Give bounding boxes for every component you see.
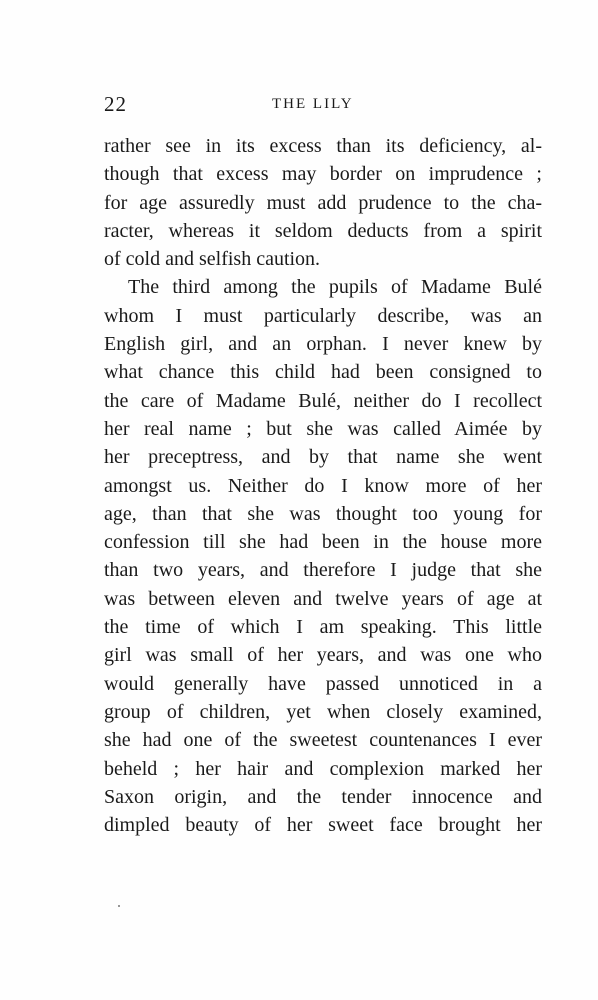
text-line: would generally have passed unnoticed in a (104, 672, 542, 695)
text-line: The third among the pupils of Madame Bulé (128, 276, 542, 299)
ink-speck (118, 905, 120, 907)
paragraph-2 (104, 273, 542, 839)
text-line: dimpled beauty of her sweet face brought her (104, 814, 542, 837)
text-line: for age assuredly must add prudence to the cha- (104, 191, 542, 214)
text-line: the time of which I am speaking. This little (104, 616, 542, 639)
text-line: racter, whereas it seldom deducts from a spirit (104, 219, 542, 242)
text-line: rather see in its excess than its deficiency, al- (104, 135, 542, 157)
text-line: whom I must particularly describe, was an (104, 304, 542, 327)
page-header (104, 92, 544, 122)
text-line: though that excess may border on imprudence ; (104, 163, 542, 186)
text-line: than two years, and therefore I judge that she (104, 559, 542, 582)
running-title: THE LILY (272, 96, 354, 112)
text-line: English girl, and an orphan. I never knew by (104, 333, 542, 356)
text-line: the care of Madame Bulé, neither do I recollect (104, 389, 542, 412)
text-line: of cold and selfish caution. (104, 248, 321, 271)
text-line: girl was small of her years, and was one who (104, 644, 542, 667)
body-text (104, 132, 542, 839)
paragraph-1 (104, 132, 542, 273)
text-line: amongst us. Neither do I know more of her (104, 474, 542, 497)
text-line: she had one of the sweetest countenances I ever (104, 729, 542, 752)
text-line: her real name ; but she was called Aimée by (104, 417, 542, 440)
text-line: confession till she had been in the house more (104, 531, 542, 554)
text-line: what chance this child had been consigned to (104, 361, 542, 384)
text-line: was between eleven and twelve years of age at (104, 587, 542, 610)
text-line: Saxon origin, and the tender innocence and (104, 785, 542, 808)
text-line: her preceptress, and by that name she went (104, 446, 542, 469)
page-number: 22 (104, 92, 127, 116)
text-line: age, than that she was thought too young for (104, 502, 542, 525)
text-line: group of children, yet when closely examined, (104, 700, 542, 723)
text-line: beheld ; her hair and complexion marked her (104, 757, 542, 780)
